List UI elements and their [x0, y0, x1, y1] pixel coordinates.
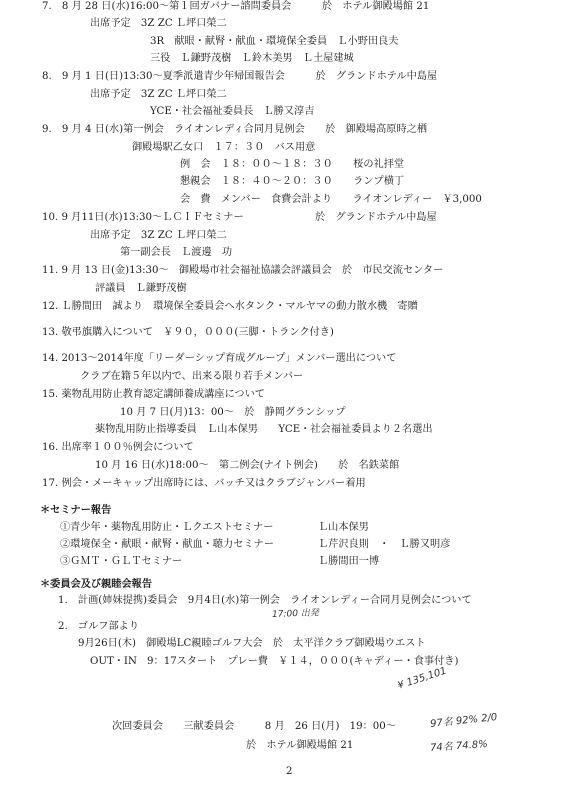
next-committee: 次回委員会 三献委員会 8 月 26 日(月) 19：00～	[112, 721, 396, 732]
item-12-line: 12. Ｌ勝間田 誠より 環境保全委員会へ水タンク・マルヤマの動力散水機 寄贈	[42, 301, 418, 312]
item-9-line: 9. 9 月 4 日(水)第一例会 ライオンレディ合同月見例会 於 御殿場高原時之栖	[42, 124, 428, 135]
item-15-date: 10 月 7 日(月)13：00～ 於 静岡グランシップ	[120, 407, 346, 418]
item-8-attendee-zc: 出席予定 3Z ZC Ｌ坪口榮二	[90, 89, 227, 100]
item-17-line: 17. 例会・メーキャップ出席時には、バッチ又はクラブジャンバー着用	[42, 478, 366, 489]
item-9-bus: 御殿場駅乙女口 １７：３０ バス用意	[132, 142, 316, 153]
handwritten-attendance-note-2: 74名 74.8%	[429, 738, 489, 754]
item-13-line: 13. 敬弔旗購入について ￥９０，０００(三脚・トランク付き)	[42, 327, 334, 338]
item-9-fee: 会 費 メンバー 食費会計より ライオンレディー ￥3,000	[180, 194, 482, 205]
item-9-meeting: 例 会 １８：００～１８：３０ 桜の礼拝堂	[180, 159, 405, 170]
item-16-line: 16. 出席率１００％例会について	[42, 442, 194, 453]
item-15-line: 15. 薬物乱用防止教育認定講師養成講座について	[42, 389, 265, 400]
item-7-attendee-zc: 出席予定 3Z ZC Ｌ坪口榮二	[90, 18, 227, 29]
item-14-line: 14. 2013～2014年度「リーダーシップ育成グループ」メンバー選出について	[42, 353, 397, 364]
seminar-3-attendee: Ｌ勝間田一博	[318, 556, 380, 567]
item-7-attendee-officers: 三役 Ｌ鎌野茂樹 Ｌ鈴木美男 Ｌ土屋建城	[150, 53, 354, 64]
item-11-councillor: 評議員 Ｌ鎌野茂樹	[95, 283, 187, 294]
golf-details: OUT・IN 9：17スタート プレー費 ￥１４，０００(キャディー・食事付き)	[90, 656, 459, 667]
seminar-1: ①青少年・薬物乱用防止・Ｌクエストセミナー	[60, 522, 274, 533]
seminar-2: ②環境保全・献眼・献腎・献血・聴力セミナー	[60, 539, 274, 550]
item-10-attendee-vp: 第一副会長 Ｌ渡邊 功	[120, 247, 233, 258]
item-14-detail: クラブ在籍５年以内で、出来る限り若手メンバー	[80, 371, 304, 382]
seminar-2-attendees: Ｌ芹沢良則 ・ Ｌ勝又明彦	[318, 539, 451, 550]
committee-2: 2. ゴルフ部より	[58, 621, 140, 632]
seminar-3: ③ＧＭＴ・ＧＬＴセミナー	[60, 556, 183, 567]
page-number: 2	[286, 766, 293, 777]
item-10-line: 10. 9 月11日(水)13:30～ＬＣＩＦセミナー 於 グランドホテル中島屋	[42, 212, 437, 223]
item-8-attendee-yce: YCE・社会福祉委員長 Ｌ勝又淳吉	[150, 106, 315, 117]
seminar-report-heading: ＊セミナー報告	[40, 504, 112, 516]
seminar-1-attendee: Ｌ山本保男	[318, 522, 369, 533]
item-16-date: 10 月 16 日(水)18:00～ 第二例会(ナイト例会) 於 名鉄菜館	[95, 460, 400, 471]
committee-report-heading: ＊委員会及び親睦会報告	[40, 578, 153, 590]
item-8-line: 8. 9 月 1 日(日)13:30～夏季派遣青少年帰国報告会 於 グランドホテル中島屋	[42, 71, 438, 82]
golf-event: 9月26日(木) 御殿場LC親睦ゴルフ大会 於 太平洋クラブ御殿場ウエスト	[78, 638, 426, 649]
item-10-attendee-zc: 出席予定 3Z ZC Ｌ坪口榮二	[90, 230, 227, 241]
item-15-attendees: 薬物乱用防止指導委員 Ｌ山本保男 YCE・社会福祉委員より２名選出	[95, 424, 433, 435]
item-11-line: 11. 9 月 13 日(金)13:30～ 御殿場市社会福祉協議会評議員会 於 市民交流センター	[42, 265, 444, 276]
item-9-party: 懇親会 １８：４０～２０：３０ ランプ横丁	[180, 176, 405, 187]
next-committee-venue: 於 ホテル御殿場館 21	[246, 740, 354, 751]
item-7-attendee-3r: 3R 献眼・献腎・献血・環境保全委員 Ｌ小野田良夫	[150, 36, 399, 47]
handwritten-departure-note: 17:00 出発	[271, 608, 320, 620]
item-7-line: 7. 8 月 28 日(水)16:00～第１回ガバナー諮問委員会 於 ホテル御殿場館 21	[42, 1, 430, 12]
handwritten-attendance-note-1: 97名 92% 2/0	[429, 711, 498, 730]
handwritten-amount-note: ¥ 135,101	[396, 665, 449, 692]
committee-1: 1. 計画(姉妹提携)委員会 9月4日(水)第一例会 ライオンレディー合同月見例会について	[58, 595, 472, 606]
